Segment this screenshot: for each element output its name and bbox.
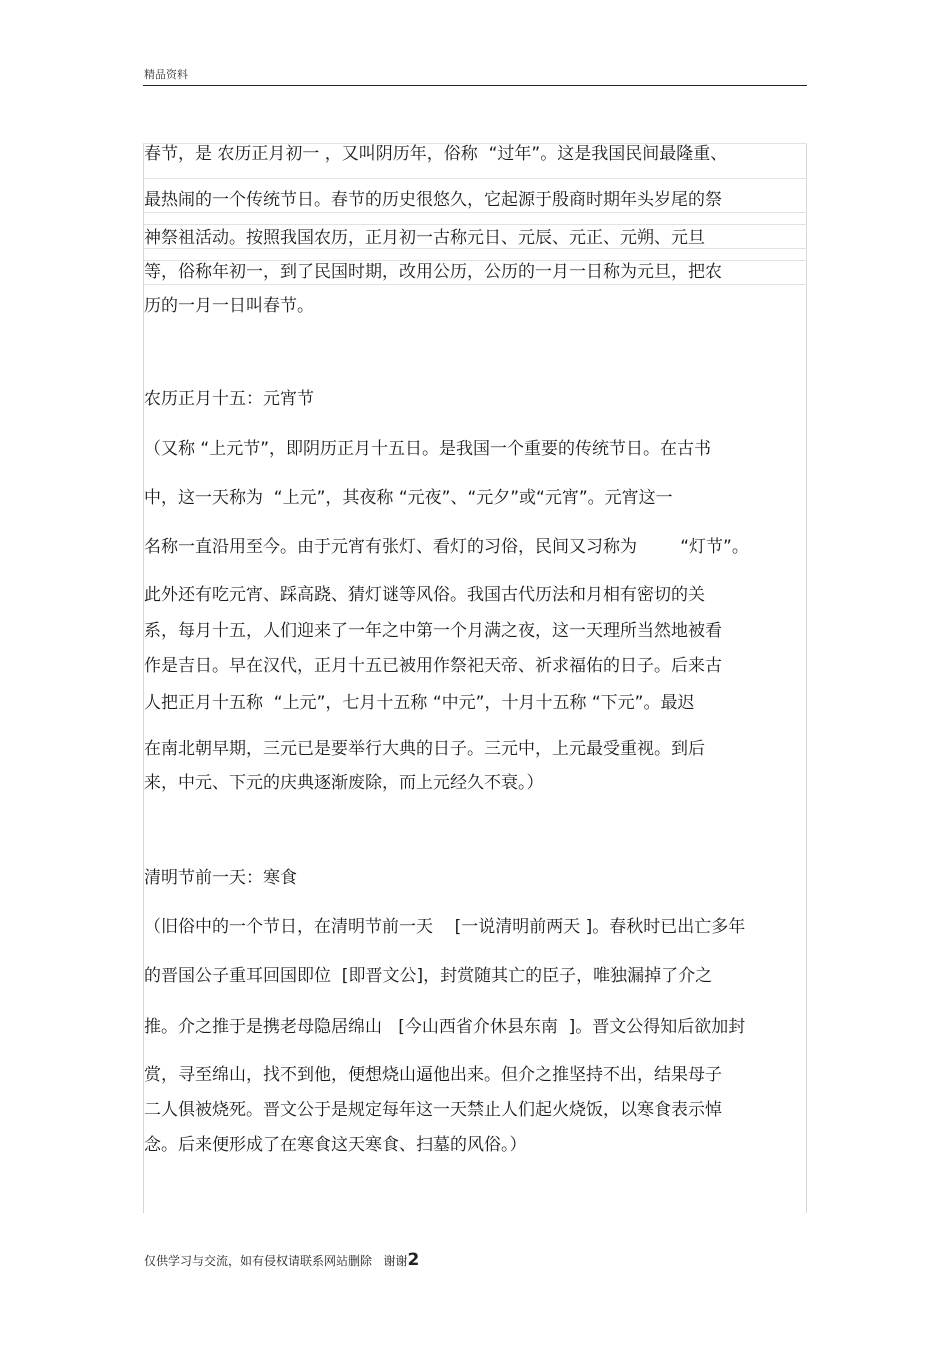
- paragraph-line: 赏，寻至绵山，找不到他，便想烧山逼他出来。但介之推坚持不出，结果母子: [144, 1065, 722, 1085]
- paragraph-line: 名称一直沿用至今。由于元宵有张灯、看灯的习俗，民间又习称为 “灯节”。: [144, 537, 749, 557]
- section-heading: 清明节前一天：寒食: [144, 868, 297, 888]
- border-row-4: [143, 224, 807, 225]
- page-header-label: 精品资料: [144, 68, 188, 81]
- paragraph-line: 作是吉日。早在汉代，正月十五已被用作祭祀天帝、祈求福佑的日子。后来古: [144, 656, 722, 676]
- page-footer: [144, 1250, 419, 1270]
- footer-notice: 仅供学习与交流，如有侵权请联系网站删除 谢谢: [144, 1254, 408, 1268]
- paragraph-line: 的晋国公子重耳回国即位 [即晋文公]，封赏随其亡的臣子，唯独漏掉了介之: [144, 966, 713, 986]
- border-row-7: [143, 284, 807, 285]
- paragraph-line: （旧俗中的一个节日，在清明节前一天 [一说清明前两天 ]。春秋时已出亡多年: [144, 917, 746, 937]
- paragraph-line: 人把正月十五称 “上元”，七月十五称 “中元”，十月十五称 “下元”。最迟: [144, 693, 695, 713]
- section-heading: 农历正月十五：元宵节: [144, 389, 314, 409]
- paragraph-line: 来，中元、下元的庆典逐渐废除，而上元经久不衰。）: [144, 773, 544, 793]
- paragraph-line: 二人俱被烧死。晋文公于是规定每年这一天禁止人们起火烧饭，以寒食表示悼: [144, 1100, 722, 1120]
- paragraph-line: 历的一月一日叫春节。: [144, 296, 314, 316]
- paragraph-line: 等，俗称年初一，到了民国时期，改用公历，公历的一月一日称为元旦，把农: [144, 262, 722, 282]
- paragraph-line: 中，这一天称为 “上元”，其夜称 “元夜”、“元夕”或“元宵”。元宵这一: [144, 488, 673, 508]
- paragraph-line: 推。介之推于是携老母隐居绵山 [今山西省介休县东南 ]。晋文公得知后欲加封: [144, 1017, 746, 1037]
- paragraph-line: 春节，是 农历正月初一 ，又叫阴历年，俗称 “过年”。这是我国民间最隆重、: [144, 144, 728, 164]
- paragraph-line: 此外还有吃元宵、踩高跷、猜灯谜等风俗。我国古代历法和月相有密切的关: [144, 585, 705, 605]
- header-rule: [143, 85, 807, 86]
- paragraph-line: 系，每月十五，人们迎来了一年之中第一个月满之夜，这一天理所当然地被看: [144, 621, 722, 641]
- border-row-3: [143, 212, 807, 213]
- border-right: [806, 143, 807, 1213]
- paragraph-line: 最热闹的一个传统节日。春节的历史很悠久，它起源于殷商时期年头岁尾的祭: [144, 190, 722, 210]
- paragraph-line: （又称 “上元节”，即阴历正月十五日。是我国一个重要的传统节日。在古书: [144, 439, 712, 459]
- paragraph-line: 念。后来便形成了在寒食这天寒食、扫墓的风俗。）: [144, 1135, 527, 1155]
- paragraph-line: 在南北朝早期，三元已是要举行大典的日子。三元中，上元最受重视。到后: [144, 739, 705, 759]
- page-number: 2: [407, 1250, 420, 1270]
- paragraph-line: 神祭祖活动。按照我国农历，正月初一古称元日、元辰、元正、元朔、元旦: [144, 228, 705, 248]
- border-row-2: [143, 178, 807, 179]
